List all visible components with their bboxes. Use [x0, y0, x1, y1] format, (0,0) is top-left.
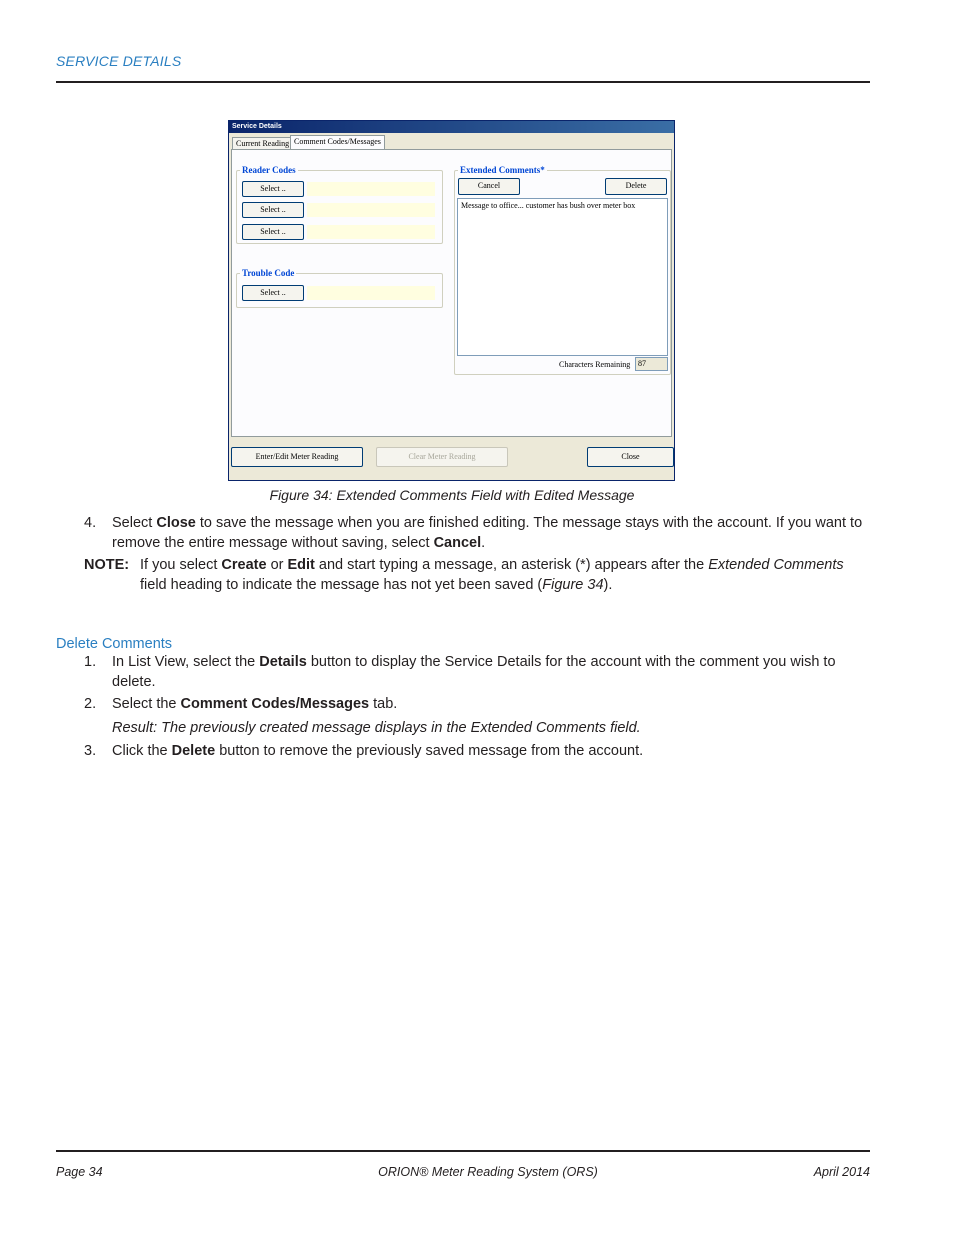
trouble-code-label: Trouble Code: [242, 268, 295, 278]
step-4-text: Select Close to save the message when you are finished editing. The message stays with the account. If you want to remove the entire message without saving, select Cancel.: [112, 515, 863, 551]
section-heading: Delete Comments: [56, 636, 173, 652]
service-details-window: [228, 120, 675, 481]
reader-code-field-3: [307, 225, 435, 239]
header-rule: [56, 81, 870, 83]
note-label: NOTE:: [84, 557, 130, 573]
reader-codes-label: Reader Codes: [242, 165, 296, 175]
clear-meter-reading-button: Clear Meter Reading: [376, 447, 508, 467]
extended-comments-group: [454, 165, 671, 375]
trouble-code-select-button[interactable]: Select ..: [242, 285, 304, 301]
footer-date: April 2014: [813, 1165, 870, 1179]
tab-comment-codes-messages[interactable]: Comment Codes/Messages: [290, 135, 385, 150]
cancel-button[interactable]: Cancel: [458, 178, 520, 195]
footer-rule: [56, 1150, 870, 1152]
footer-page: Page 34: [56, 1165, 103, 1179]
enter-edit-meter-reading-button[interactable]: Enter/Edit Meter Reading: [231, 447, 363, 467]
note-text: If you select Create or Edit and start typing a message, an asterisk (*) appears after the Extended Comments field heading to indicate the message has not yet been saved (Figure 34).: [140, 557, 844, 593]
delete-button[interactable]: Delete: [605, 178, 667, 195]
extended-comments-label: Extended Comments*: [460, 165, 545, 175]
tab-current-reading[interactable]: Current Reading: [232, 137, 293, 150]
section-header: SERVICE DETAILS: [56, 53, 182, 69]
close-button[interactable]: Close: [587, 447, 674, 467]
characters-remaining-label: Characters Remaining: [559, 360, 631, 369]
reader-code-select-button-1[interactable]: Select ..: [242, 181, 304, 197]
step-number: 1.: [84, 654, 97, 670]
step-number: 2.: [84, 696, 97, 712]
step-3-text: Click the Delete button to remove the previously saved message from the account.: [112, 743, 644, 759]
footer-product: ORION® Meter Reading System (ORS): [378, 1165, 598, 1179]
characters-remaining-value: 87: [635, 357, 668, 371]
step-1-text: In List View, select the Details button to display the Service Details for the account with the comment you wish to delete.: [112, 654, 836, 690]
step-2-text: Select the Comment Codes/Messages tab.: [112, 696, 398, 712]
window-title: Service Details: [229, 121, 674, 133]
step-2-result: Result: The previously created message displays in the Extended Comments field.: [112, 720, 641, 736]
step-number: 3.: [84, 743, 97, 759]
extended-comments-textarea[interactable]: Message to office... customer has bush over meter box: [457, 198, 668, 356]
figure-caption: Figure 34: Extended Comments Field with Edited Message: [269, 487, 635, 503]
trouble-code-group: [236, 268, 443, 308]
reader-codes-group: [236, 165, 443, 244]
reader-code-field-2: [307, 203, 435, 217]
reader-code-select-button-3[interactable]: Select ..: [242, 224, 304, 240]
tab-panel: [231, 149, 672, 437]
trouble-code-field: [307, 286, 435, 300]
reader-code-select-button-2[interactable]: Select ..: [242, 202, 304, 218]
window-button-bar: [229, 438, 674, 480]
reader-code-field-1: [307, 182, 435, 196]
step-number: 4.: [84, 515, 97, 531]
